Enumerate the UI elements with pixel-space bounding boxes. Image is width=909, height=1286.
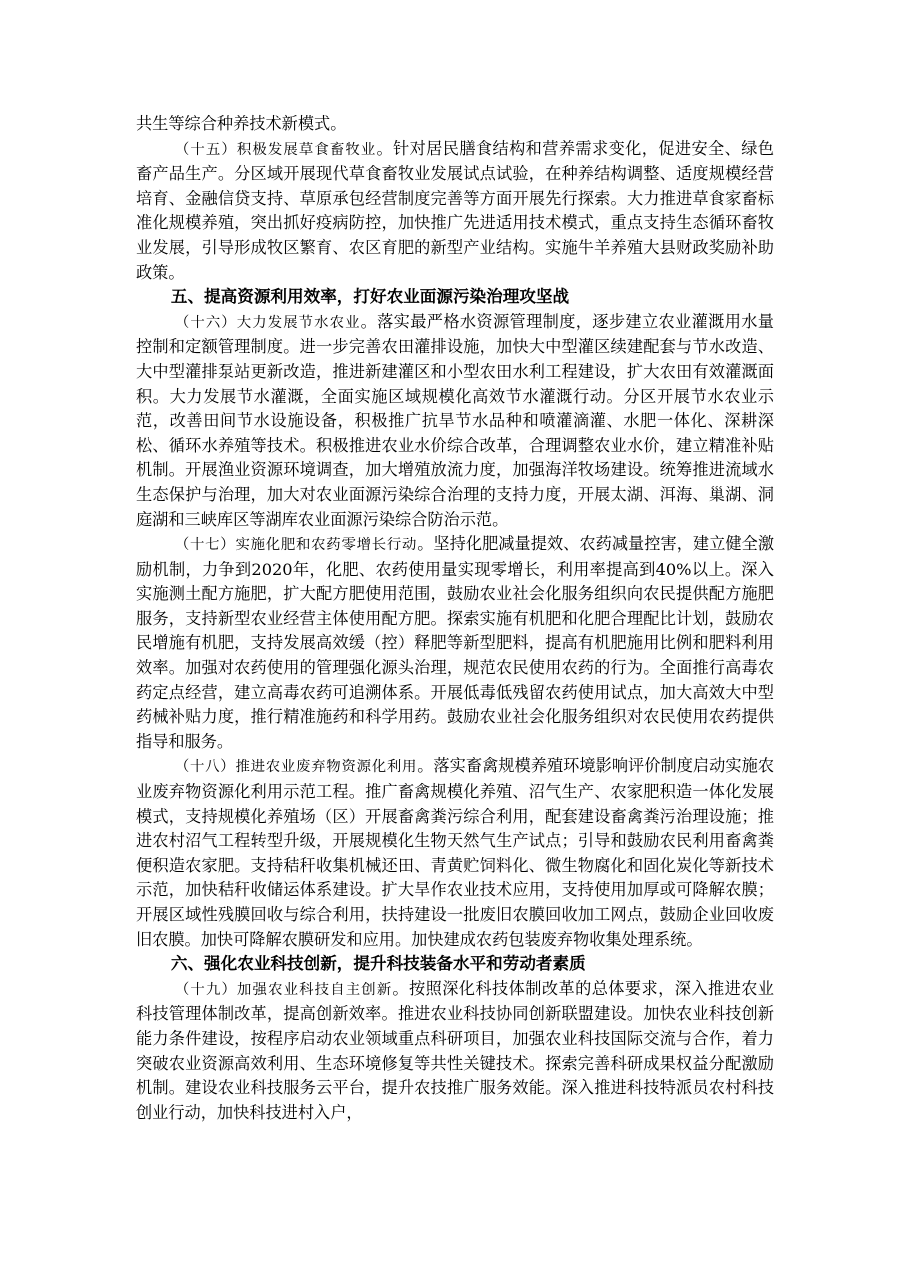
paragraph-lead: （十五）积极发展草食畜牧业 — [174, 141, 377, 158]
paragraph-item-17 — [136, 532, 774, 754]
paragraph-body: 。落实畜禽规模养殖环境影响评价制度启动实施农业废弃物资源化利用示范工程。推广畜禽规模化养殖、沼气生产、农家肥积造一体化发展模式，支持规模化养殖场（区）开展畜禽粪污综合利用，配套建设畜禽粪污治理设施；推进农村沼气工程转型升级，开展规模化生物天然气生产试点；引导和鼓励农民利用畜禽粪便积造农家肥。支持秸秆收集机械还田、青黄贮饲料化、微生物腐化和固化炭化等新技术示范，加快秸秆收储运体系建设。扩大旱作农业技术应用，支持使用加厚或可降解农膜；开展区域性残膜回收与综合利用，扶持建设一批废旧农膜回收加工网点，鼓励企业回收废旧农膜。加快可降解农膜研发和应用。加快建成农药包装废弃物收集处理系统。 — [136, 756, 775, 949]
paragraph-lead: （十九）加强农业科技自主创新 — [174, 981, 393, 998]
paragraph-item-15 — [136, 137, 774, 286]
paragraph-continued — [136, 112, 774, 137]
document-page — [136, 112, 774, 1125]
paragraph-body: 。针对居民膳食结构和营养需求变化，促进安全、绿色畜产品生产。分区域开展现代草食畜牧业发展试点试验，在种养结构调整、适度规模经营培育、金融信贷支持、草原承包经营制度完善等方面开展先行探索。大力推进草食家畜标准化规模养殖，突出抓好疫病防控，加快推广先进适用技术模式，重点支持生态循环畜牧业发展，引导形成牧区繁育、农区育肥的新型产业结构。实施牛羊养殖大县财政奖励补助政策。 — [136, 138, 774, 282]
paragraph-body: 。落实最严格水资源管理制度，逐步建立农业灌溉用水量控制和定额管理制度。进一步完善农田灌排设施，加快大中型灌区续建配套与节水改造、大中型灌排泵站更新改造，推进新建灌区和小型农田水利工程建设，扩大农田有效灌溉面积。大力发展节水灌溉，全面实施区域规模化高效节水灌溉行动。分区开展节水农业示范，改善田间节水设施设备，积极推广抗旱节水品种和喷灌滴灌、水肥一体化、深耕深松、循环水养殖等技术。积极推进农业水价综合改革，合理调整农业水价，建立精准补贴机制。开展渔业资源环境调查，加大增殖放流力度，加强海洋牧场建设。统筹推进流域水生态保护与治理，加大对农业面源污染综合治理的支持力度，开展太湖、洱海、巢湖、洞庭湖和三峡库区等湖库农业面源污染综合防治示范。 — [136, 311, 774, 529]
paragraph-item-18 — [136, 754, 774, 952]
paragraph-lead: （十七）实施化肥和农药零增长行动 — [174, 537, 418, 554]
paragraph-body: 。坚持化肥减量提效、农药减量控害，建立健全激励机制，力争到2020年，化肥、农药使用量实现零增长，利用率提高到40%以上。深入实施测土配方施肥，扩大配方肥使用范围，鼓励农业社会化服务组织向农民提供配方施肥服务，支持新型农业经营主体使用配方肥。探索实施有机肥和化肥合理配比计划，鼓励农民增施有机肥，支持发展高效缓（控）释肥等新型肥料，提高有机肥施用比例和肥料利用效率。加强对农药使用的管理强化源头治理，规范农民使用农药的行为。全面推行高毒农药定点经营，建立高毒农药可追溯体系。开展低毒低残留农药使用试点，加大高效大中型药械补贴力度，推行精准施药和科学用药。鼓励农业社会化服务组织对农民使用农药提供指导和服务。 — [136, 534, 775, 751]
paragraph-item-16 — [136, 310, 774, 532]
paragraph-body: 。按照深化科技体制改革的总体要求，深入推进农业科技管理体制改革，提高创新效率。推进农业科技协同创新联盟建设。加快农业科技创新能力条件建设，按程序启动农业领域重点科研项目，加强农业科技国际交流与合作，着力突破农业资源高效利用、生态环境修复等共性关键技术。探索完善科研成果权益分配激励机制。建设农业科技服务云平台，提升农技推广服务效能。深入推进科技特派员农村科技创业行动，加快科技进村入户， — [136, 978, 774, 1122]
paragraph-lead: （十六）大力发展节水农业 — [174, 314, 361, 331]
paragraph-item-19 — [136, 977, 774, 1126]
paragraph-lead: （十八）推进农业废弃物资源化利用 — [174, 759, 418, 776]
section-heading-6: 六、强化农业科技创新，提升科技装备水平和劳动者素质 — [170, 954, 586, 974]
paragraph-body: 共生等综合种养技术新模式。 — [136, 114, 347, 133]
section-heading-5: 五、提高资源利用效率，打好农业面源污染治理攻坚战 — [170, 287, 570, 307]
